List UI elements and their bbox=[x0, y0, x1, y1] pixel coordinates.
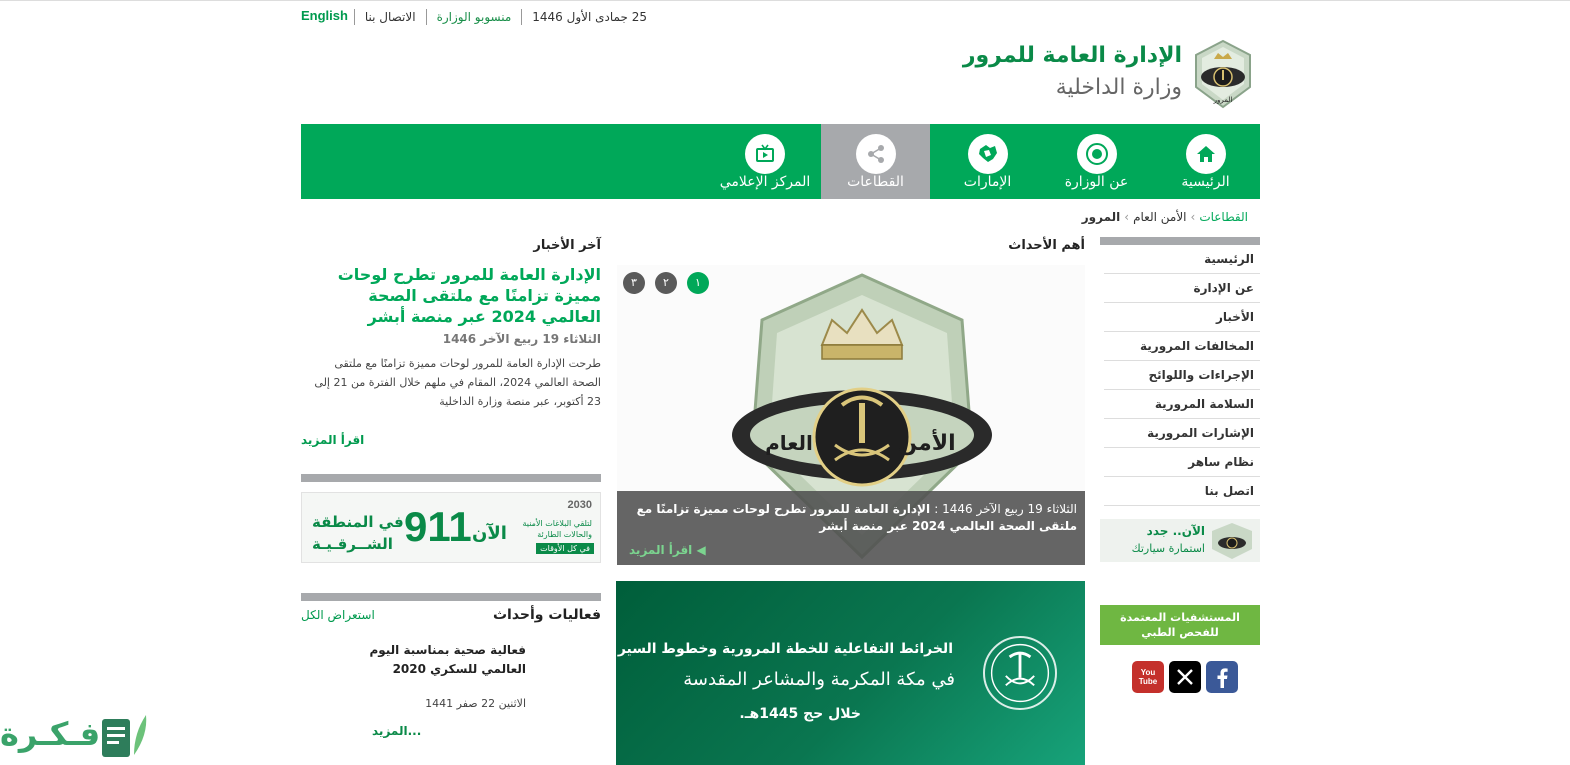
ministry-name: وزارة الداخلية bbox=[1055, 75, 1182, 100]
emergency-911-banner[interactable] bbox=[301, 492, 601, 563]
watermark-text: فـكـرة bbox=[0, 715, 101, 753]
slider-caption-headline: الإدارة العامة للمرور تطرح لوحات مميزة تزامنًا مع ملتقى الصحة العالمي 2024 عبر منصة أبشر bbox=[636, 502, 1077, 533]
sidebar-item-about[interactable]: عن الإدارة bbox=[1104, 274, 1260, 303]
watermark-logo bbox=[0, 701, 152, 765]
facebook-icon[interactable] bbox=[1206, 661, 1238, 693]
banner911-small1: لتلقي البلاغات الأمنية bbox=[522, 519, 592, 528]
home-icon bbox=[1186, 134, 1226, 174]
highlights-slider[interactable] bbox=[617, 265, 1085, 565]
youtube-label: You Tube bbox=[1138, 668, 1158, 686]
section-divider bbox=[301, 474, 601, 482]
x-icon[interactable] bbox=[1169, 661, 1201, 693]
section-divider bbox=[301, 593, 601, 601]
slider-dot-1[interactable]: ١ bbox=[687, 272, 709, 294]
sidebar-menu bbox=[1104, 245, 1260, 506]
banner911-now: الآن bbox=[472, 523, 507, 544]
renew-line1: الآن.. جدد bbox=[1146, 524, 1205, 538]
news-date: الثلاثاء 19 ربيع الآخر 1446 bbox=[442, 332, 601, 346]
events-heading: فعاليات وأحداث bbox=[492, 607, 601, 623]
top-utility-bar bbox=[301, 8, 661, 26]
regions-map-icon bbox=[968, 134, 1008, 174]
nav-sectors-label: القطاعات bbox=[847, 174, 904, 190]
sidebar-item-signs[interactable]: الإشارات المرورية bbox=[1104, 419, 1260, 448]
hospitals-line2: للفحص الطبي bbox=[1141, 626, 1219, 639]
slider-caption-date: الثلاثاء 19 ربيع الآخر 1446 : bbox=[934, 502, 1077, 516]
svg-text:المرور: المرور bbox=[1213, 96, 1233, 104]
events-more-link[interactable]: المزيد... bbox=[372, 724, 422, 738]
saudi-emblem-icon bbox=[983, 636, 1057, 710]
hospitals-line1: المستشفيات المعتمدة bbox=[1120, 611, 1240, 624]
breadcrumb-traffic: المرور bbox=[1081, 210, 1121, 224]
sidebar-item-safety[interactable]: السلامة المرورية bbox=[1104, 390, 1260, 419]
sidebar-divider bbox=[1100, 237, 1260, 245]
book-leaf-icon bbox=[98, 705, 150, 763]
media-tv-icon bbox=[745, 134, 785, 174]
news-summary: طرحت الإدارة العامة للمرور لوحات مميزة تزامنًا مع ملتقى الصحة العالمي 2024، المقام في ملهم خلال الفترة من 21 إلى 23 أكتوبر، عبر منصة وزارة الداخلية bbox=[314, 357, 601, 408]
slider-dot-3[interactable]: ٣ bbox=[623, 272, 645, 294]
caret-left-icon: ◀ bbox=[696, 543, 706, 557]
vision-2030-logo: 2030 bbox=[567, 499, 592, 511]
banner911-line1: في المنطقة bbox=[312, 513, 404, 531]
latest-news-heading: آخر الأخبار bbox=[533, 238, 601, 253]
promo-line1: الخرائط التفاعلية للخطة المرورية وخطوط السير bbox=[617, 641, 953, 657]
english-language-link[interactable]: English bbox=[301, 8, 348, 23]
slider-read-more[interactable] bbox=[629, 543, 706, 557]
breadcrumb-public-security[interactable]: الأمن العام bbox=[1133, 210, 1187, 224]
hajj-maps-promo[interactable] bbox=[616, 581, 1085, 765]
events-header bbox=[301, 607, 601, 625]
staff-link[interactable]: منسوبو الوزارة bbox=[426, 9, 522, 25]
sidebar-item-home[interactable]: الرئيسية bbox=[1104, 245, 1260, 274]
nav-about-ministry[interactable] bbox=[1042, 124, 1151, 199]
breadcrumb bbox=[1040, 210, 1248, 224]
nav-media-center[interactable] bbox=[709, 124, 821, 199]
renew-registration-banner[interactable] bbox=[1100, 519, 1260, 562]
slider-dot-2[interactable]: ٢ bbox=[655, 272, 677, 294]
nav-home-label: الرئيسية bbox=[1181, 174, 1230, 190]
nav-regions[interactable] bbox=[933, 124, 1042, 199]
nav-about-label: عن الوزارة bbox=[1064, 174, 1129, 190]
sidebar-item-contact[interactable]: اتصل بنا bbox=[1104, 477, 1260, 506]
slider-read-more-label: اقرأ المزيد bbox=[629, 543, 693, 557]
main-navigation bbox=[301, 124, 1260, 199]
events-view-all[interactable]: استعراض الكل bbox=[301, 608, 375, 622]
traffic-badge-icon bbox=[1190, 39, 1256, 109]
news-read-more[interactable]: اقرأ المزيد bbox=[301, 433, 365, 447]
hijri-date: 25 جمادى الأول 1446 bbox=[521, 9, 661, 25]
breadcrumb-sectors[interactable]: القطاعات bbox=[1199, 210, 1248, 224]
nav-sectors[interactable] bbox=[821, 124, 930, 199]
chevron-left-icon: › bbox=[1124, 210, 1130, 224]
nav-regions-label: الإمارات bbox=[963, 174, 1012, 190]
nav-home[interactable] bbox=[1151, 124, 1260, 199]
site-logo[interactable] bbox=[962, 39, 1260, 111]
sidebar-item-saher[interactable]: نظام ساهر bbox=[1104, 448, 1260, 477]
event-title[interactable]: فعالية صحية بمناسبة اليوم العالمي للسكري 2020 bbox=[369, 643, 526, 676]
emblem-icon bbox=[1077, 134, 1117, 174]
banner911-line2: الشــرقـيـة bbox=[312, 535, 393, 553]
promo-line2: في مكة المكرمة والمشاعر المقدسة bbox=[683, 669, 955, 690]
banner911-small3: في كل الأوقات bbox=[536, 543, 594, 554]
approved-hospitals-banner[interactable] bbox=[1100, 605, 1260, 645]
slider-caption-text[interactable] bbox=[625, 501, 1077, 535]
renew-line2: استمارة سيارتك bbox=[1131, 542, 1205, 555]
share-nodes-icon bbox=[856, 134, 896, 174]
slider-caption bbox=[617, 491, 1085, 565]
news-headline[interactable]: الإدارة العامة للمرور تطرح لوحات مميزة تزامنًا مع ملتقى الصحة العالمي 2024 عبر منصة أبشر bbox=[337, 265, 601, 326]
banner911-small2: والحالات الطارئة bbox=[537, 530, 592, 539]
sidebar-item-violations[interactable]: المخالفات المرورية bbox=[1104, 332, 1260, 361]
youtube-icon[interactable] bbox=[1132, 661, 1164, 693]
promo-line3: خلال حج 1445هـ. bbox=[739, 706, 861, 722]
nav-media-label: المركز الإعلامي bbox=[719, 174, 811, 190]
banner911-number: 911 bbox=[404, 503, 472, 550]
contact-link[interactable]: الاتصال بنا bbox=[354, 9, 426, 25]
slider-dots bbox=[621, 272, 713, 294]
svg-text:الأمن: الأمن bbox=[898, 431, 956, 456]
social-links bbox=[1132, 661, 1238, 693]
event-date: الاثنين 22 صفر 1441 bbox=[425, 697, 526, 710]
site-title: الإدارة العامة للمرور bbox=[962, 43, 1182, 68]
svg-text:العام: العام bbox=[765, 431, 813, 455]
highlights-heading: أهم الأحداث bbox=[1008, 238, 1085, 253]
sidebar-item-news[interactable]: الأخبار bbox=[1104, 303, 1260, 332]
sidebar-item-procedures[interactable]: الإجراءات واللوائح bbox=[1104, 361, 1260, 390]
chevron-left-icon: › bbox=[1190, 210, 1196, 224]
